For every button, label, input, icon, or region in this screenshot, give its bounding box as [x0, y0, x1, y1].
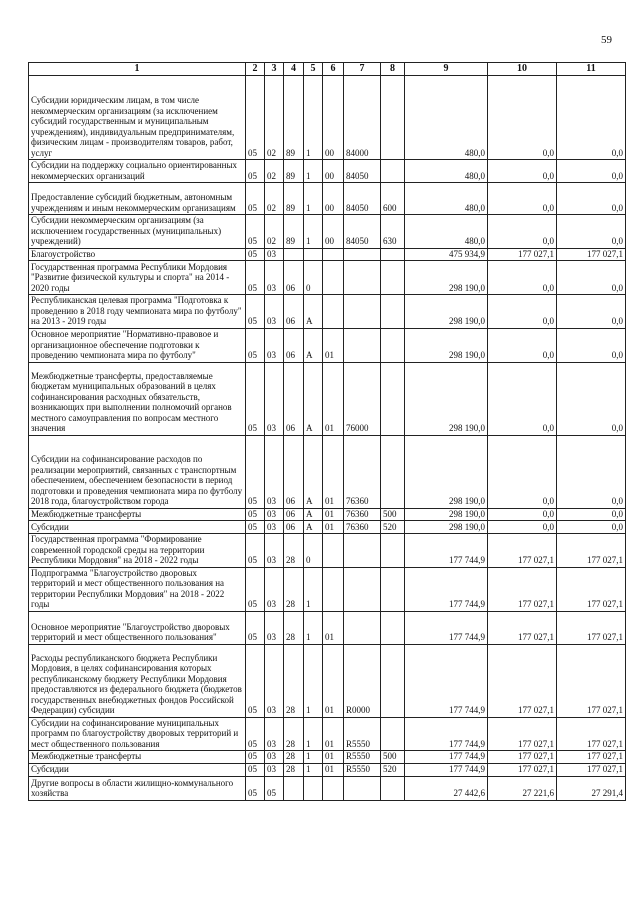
row-value-cell: 00: [323, 183, 344, 215]
row-value-cell: 03: [265, 717, 284, 751]
row-value-cell: 0,0: [557, 160, 626, 183]
row-value-cell: 76360: [344, 521, 381, 534]
row-value-cell: 01: [323, 328, 344, 362]
row-value-cell: 0,0: [488, 508, 557, 521]
row-value-cell: 05: [246, 183, 265, 215]
row-value-cell: 05: [246, 362, 265, 435]
row-value-cell: [344, 611, 381, 644]
row-value-cell: [344, 328, 381, 362]
row-value-cell: 01: [323, 763, 344, 776]
row-value-cell: [381, 76, 405, 160]
row-value-cell: [344, 567, 381, 611]
row-value-cell: 177 027,1: [557, 751, 626, 764]
row-value-cell: [323, 261, 344, 295]
column-header-10: 10: [488, 63, 557, 76]
row-name-cell: Субсидии: [29, 763, 246, 776]
row-value-cell: 05: [246, 328, 265, 362]
row-value-cell: 28: [284, 611, 304, 644]
row-value-cell: [381, 644, 405, 717]
row-name-cell: Субсидии на софинансирование муниципальных программ по благоустройству дворовых территорий и мест общественного пользования: [29, 717, 246, 751]
row-value-cell: 0,0: [488, 76, 557, 160]
table-body: [29, 76, 626, 801]
row-value-cell: 0,0: [557, 508, 626, 521]
row-value-cell: 28: [284, 644, 304, 717]
row-value-cell: [381, 261, 405, 295]
row-value-cell: 0,0: [488, 160, 557, 183]
column-header-4: 4: [284, 63, 304, 76]
row-value-cell: [381, 717, 405, 751]
row-name-cell: Государственная программа Республики Мордовия "Развитие физической культуры и спорта" на 2014 - 2020 годы: [29, 261, 246, 295]
row-value-cell: [381, 248, 405, 261]
row-value-cell: 05: [246, 435, 265, 508]
row-name-cell: Расходы республиканского бюджета Республики Мордовия, в целях софинансирования которых республиканскому бюджету Республики Мордовия предоставляются из федерального бюджета (бюджетов государственных внебюджетных фондов Российской Федерации) субсидии: [29, 644, 246, 717]
row-value-cell: 0,0: [488, 261, 557, 295]
row-name-cell: Основное мероприятие "Нормативно-правовое и организационное обеспечение подготовки к проведению чемпионата мира по футболу": [29, 328, 246, 362]
row-value-cell: 01: [323, 521, 344, 534]
row-value-cell: 480,0: [405, 76, 488, 160]
row-value-cell: 500: [381, 508, 405, 521]
row-value-cell: 89: [284, 76, 304, 160]
row-value-cell: 520: [381, 763, 405, 776]
row-value-cell: 05: [246, 644, 265, 717]
row-value-cell: 06: [284, 521, 304, 534]
row-value-cell: 177 027,1: [557, 611, 626, 644]
table-row: [29, 328, 626, 362]
row-value-cell: [381, 776, 405, 800]
row-value-cell: 01: [323, 644, 344, 717]
table-row: [29, 435, 626, 508]
row-name-cell: Субсидии: [29, 521, 246, 534]
row-value-cell: 05: [246, 611, 265, 644]
row-value-cell: 177 027,1: [488, 763, 557, 776]
row-value-cell: 480,0: [405, 215, 488, 249]
row-value-cell: 05: [246, 763, 265, 776]
row-value-cell: 06: [284, 261, 304, 295]
row-value-cell: 05: [246, 534, 265, 568]
row-value-cell: 0,0: [488, 295, 557, 329]
row-value-cell: 0,0: [488, 328, 557, 362]
row-value-cell: 0,0: [488, 215, 557, 249]
row-value-cell: R0000: [344, 644, 381, 717]
row-value-cell: А: [304, 295, 323, 329]
row-value-cell: 05: [246, 751, 265, 764]
table-row: [29, 261, 626, 295]
row-value-cell: 05: [246, 261, 265, 295]
row-value-cell: 177 027,1: [557, 717, 626, 751]
column-header-2: 2: [246, 63, 265, 76]
row-value-cell: [304, 248, 323, 261]
row-value-cell: 1: [304, 160, 323, 183]
row-value-cell: 84050: [344, 160, 381, 183]
row-value-cell: [323, 567, 344, 611]
row-value-cell: R5550: [344, 763, 381, 776]
row-value-cell: 0,0: [557, 435, 626, 508]
table-row: [29, 611, 626, 644]
row-value-cell: 0,0: [557, 215, 626, 249]
row-value-cell: R5550: [344, 717, 381, 751]
row-value-cell: 177 027,1: [488, 534, 557, 568]
row-name-cell: Республиканская целевая программа "Подготовка к проведению в 2018 году чемпионата мира по футболу" на 2013 - 2019 годы: [29, 295, 246, 329]
row-value-cell: 298 190,0: [405, 362, 488, 435]
row-name-cell: Субсидии на поддержку социально ориентированных некоммерческих организаций: [29, 160, 246, 183]
row-value-cell: 03: [265, 644, 284, 717]
row-value-cell: 84050: [344, 215, 381, 249]
row-value-cell: 02: [265, 183, 284, 215]
row-name-cell: Государственная программа "Формирование современной городской среды на территории Республики Мордовия" на 2018 - 2022 годы: [29, 534, 246, 568]
row-value-cell: 177 027,1: [488, 567, 557, 611]
row-value-cell: 27 291,4: [557, 776, 626, 800]
row-name-cell: Предоставление субсидий бюджетным, автономным учреждениям и иным некоммерческим организациям: [29, 183, 246, 215]
row-value-cell: А: [304, 328, 323, 362]
row-value-cell: 600: [381, 183, 405, 215]
row-value-cell: 177 744,9: [405, 534, 488, 568]
table-row: [29, 160, 626, 183]
row-value-cell: 84050: [344, 183, 381, 215]
row-value-cell: 0,0: [488, 521, 557, 534]
row-name-cell: Основное мероприятие "Благоустройство дворовых территорий и мест общественного пользования": [29, 611, 246, 644]
row-value-cell: 177 027,1: [557, 534, 626, 568]
table-row: [29, 76, 626, 160]
row-value-cell: 1: [304, 751, 323, 764]
row-value-cell: [323, 776, 344, 800]
row-value-cell: 01: [323, 717, 344, 751]
row-value-cell: 02: [265, 76, 284, 160]
row-value-cell: 05: [246, 508, 265, 521]
row-value-cell: 28: [284, 534, 304, 568]
table-row: [29, 521, 626, 534]
row-value-cell: [381, 435, 405, 508]
row-name-cell: Подпрограмма "Благоустройство дворовых территорий и мест общественного пользования на территории Республики Мордовия" на 2018 - 2022 годы: [29, 567, 246, 611]
row-name-cell: Субсидии на софинансирование расходов по реализации мероприятий, связанных с транспортным обеспечением, обеспечением безопасности в период подготовки и проведения чемпионата мира по футболу 2018 года, благоустройством города: [29, 435, 246, 508]
row-value-cell: 03: [265, 295, 284, 329]
row-value-cell: [381, 567, 405, 611]
row-value-cell: 0,0: [557, 295, 626, 329]
row-value-cell: 03: [265, 328, 284, 362]
row-value-cell: 84000: [344, 76, 381, 160]
row-value-cell: 480,0: [405, 183, 488, 215]
row-value-cell: А: [304, 521, 323, 534]
column-header-5: 5: [304, 63, 323, 76]
row-value-cell: 480,0: [405, 160, 488, 183]
row-value-cell: 06: [284, 435, 304, 508]
row-value-cell: 05: [246, 567, 265, 611]
column-header-3: 3: [265, 63, 284, 76]
row-value-cell: [304, 776, 323, 800]
row-value-cell: 89: [284, 160, 304, 183]
row-value-cell: 28: [284, 751, 304, 764]
row-value-cell: [344, 261, 381, 295]
row-name-cell: Другие вопросы в области жилищно-коммунального хозяйства: [29, 776, 246, 800]
table-row: [29, 763, 626, 776]
row-value-cell: 177 027,1: [488, 611, 557, 644]
row-value-cell: 0,0: [557, 261, 626, 295]
row-value-cell: 298 190,0: [405, 328, 488, 362]
row-value-cell: 00: [323, 215, 344, 249]
row-value-cell: 0,0: [557, 521, 626, 534]
row-value-cell: 1: [304, 215, 323, 249]
row-value-cell: 1: [304, 76, 323, 160]
row-value-cell: 1: [304, 644, 323, 717]
row-value-cell: 177 027,1: [488, 717, 557, 751]
header-row: [29, 63, 626, 76]
row-value-cell: [381, 160, 405, 183]
table-row: [29, 534, 626, 568]
row-value-cell: 89: [284, 215, 304, 249]
row-value-cell: 03: [265, 362, 284, 435]
row-value-cell: 05: [246, 521, 265, 534]
row-value-cell: 06: [284, 295, 304, 329]
row-value-cell: [344, 295, 381, 329]
row-value-cell: 01: [323, 508, 344, 521]
row-value-cell: 03: [265, 521, 284, 534]
row-value-cell: 05: [246, 717, 265, 751]
column-header-1: 1: [29, 63, 246, 76]
table-row: [29, 776, 626, 800]
column-header-6: 6: [323, 63, 344, 76]
row-value-cell: 500: [381, 751, 405, 764]
row-value-cell: 28: [284, 567, 304, 611]
row-value-cell: 0,0: [557, 362, 626, 435]
row-value-cell: 298 190,0: [405, 261, 488, 295]
row-value-cell: [344, 534, 381, 568]
row-value-cell: R5550: [344, 751, 381, 764]
row-value-cell: 1: [304, 611, 323, 644]
column-header-11: 11: [557, 63, 626, 76]
row-value-cell: 0,0: [557, 76, 626, 160]
row-value-cell: 0,0: [488, 435, 557, 508]
row-value-cell: [323, 295, 344, 329]
row-value-cell: 03: [265, 763, 284, 776]
row-value-cell: 03: [265, 435, 284, 508]
row-value-cell: 177 027,1: [557, 248, 626, 261]
row-value-cell: 05: [246, 295, 265, 329]
row-value-cell: 03: [265, 567, 284, 611]
row-value-cell: 177 027,1: [488, 644, 557, 717]
row-value-cell: 298 190,0: [405, 508, 488, 521]
row-value-cell: 03: [265, 248, 284, 261]
table-row: [29, 295, 626, 329]
row-value-cell: 01: [323, 751, 344, 764]
row-value-cell: 28: [284, 717, 304, 751]
row-value-cell: 1: [304, 183, 323, 215]
row-value-cell: 05: [246, 76, 265, 160]
row-value-cell: 76360: [344, 435, 381, 508]
row-value-cell: 01: [323, 611, 344, 644]
row-value-cell: 298 190,0: [405, 295, 488, 329]
row-name-cell: Субсидии юридическим лицам, в том числе некоммерческим организациям (за исключением субсидий государственным и муниципальным учреждениям), индивидуальным предпринимателям, физическим лицам - производителям товаров, работ, услуг: [29, 76, 246, 160]
row-value-cell: 630: [381, 215, 405, 249]
row-name-cell: Межбюджетные трансферты: [29, 508, 246, 521]
row-value-cell: [284, 248, 304, 261]
row-value-cell: 02: [265, 160, 284, 183]
row-value-cell: [381, 362, 405, 435]
table-row: [29, 248, 626, 261]
row-value-cell: 177 027,1: [488, 248, 557, 261]
row-value-cell: 06: [284, 508, 304, 521]
row-value-cell: 89: [284, 183, 304, 215]
row-value-cell: 177 027,1: [557, 567, 626, 611]
row-value-cell: 05: [246, 776, 265, 800]
row-value-cell: 05: [265, 776, 284, 800]
row-value-cell: 03: [265, 751, 284, 764]
row-value-cell: [323, 248, 344, 261]
row-value-cell: 0: [304, 534, 323, 568]
row-name-cell: Субсидии некоммерческим организациям (за исключением государственных (муниципальных) учреждений): [29, 215, 246, 249]
row-value-cell: 28: [284, 763, 304, 776]
budget-table: [28, 62, 626, 801]
row-value-cell: 1: [304, 567, 323, 611]
row-value-cell: 177 744,9: [405, 763, 488, 776]
row-value-cell: 05: [246, 248, 265, 261]
row-value-cell: [344, 248, 381, 261]
row-value-cell: [381, 611, 405, 644]
row-value-cell: 27 221,6: [488, 776, 557, 800]
column-header-8: 8: [381, 63, 405, 76]
row-value-cell: 27 442,6: [405, 776, 488, 800]
row-value-cell: [381, 534, 405, 568]
row-value-cell: [323, 534, 344, 568]
row-value-cell: 177 744,9: [405, 567, 488, 611]
row-value-cell: [344, 776, 381, 800]
row-value-cell: 00: [323, 160, 344, 183]
row-value-cell: [284, 776, 304, 800]
row-value-cell: 03: [265, 508, 284, 521]
row-value-cell: А: [304, 435, 323, 508]
row-value-cell: [381, 295, 405, 329]
column-header-9: 9: [405, 63, 488, 76]
row-value-cell: 177 027,1: [557, 644, 626, 717]
row-value-cell: 76360: [344, 508, 381, 521]
table-row: [29, 751, 626, 764]
row-value-cell: 76000: [344, 362, 381, 435]
row-value-cell: 0,0: [557, 183, 626, 215]
row-value-cell: 177 027,1: [488, 751, 557, 764]
row-value-cell: 298 190,0: [405, 435, 488, 508]
row-name-cell: Межбюджетные трансферты: [29, 751, 246, 764]
row-value-cell: 0,0: [488, 183, 557, 215]
row-value-cell: 03: [265, 534, 284, 568]
row-value-cell: 177 744,9: [405, 644, 488, 717]
row-value-cell: 298 190,0: [405, 521, 488, 534]
row-value-cell: 0,0: [488, 362, 557, 435]
row-value-cell: 01: [323, 435, 344, 508]
row-value-cell: [381, 328, 405, 362]
row-value-cell: 03: [265, 611, 284, 644]
table-row: [29, 717, 626, 751]
row-name-cell: Благоустройство: [29, 248, 246, 261]
table-row: [29, 183, 626, 215]
row-value-cell: 0,0: [557, 328, 626, 362]
table-row: [29, 362, 626, 435]
table-row: [29, 567, 626, 611]
row-value-cell: 02: [265, 215, 284, 249]
row-value-cell: 475 934,9: [405, 248, 488, 261]
table-row: [29, 215, 626, 249]
row-value-cell: А: [304, 508, 323, 521]
row-value-cell: 05: [246, 160, 265, 183]
row-value-cell: 1: [304, 763, 323, 776]
row-value-cell: 06: [284, 328, 304, 362]
row-value-cell: 05: [246, 215, 265, 249]
row-value-cell: 177 744,9: [405, 717, 488, 751]
row-name-cell: Межбюджетные трансферты, предоставляемые бюджетам муниципальных образований в целях софинансирования расходных обязательств, возникающих при выполнении полномочий органов местного самоуправления по вопросам местного значения: [29, 362, 246, 435]
row-value-cell: 520: [381, 521, 405, 534]
row-value-cell: А: [304, 362, 323, 435]
row-value-cell: 06: [284, 362, 304, 435]
row-value-cell: 01: [323, 362, 344, 435]
row-value-cell: 177 027,1: [557, 763, 626, 776]
page-number: 59: [601, 34, 612, 46]
row-value-cell: 177 744,9: [405, 611, 488, 644]
row-value-cell: 1: [304, 717, 323, 751]
row-value-cell: 00: [323, 76, 344, 160]
table-row: [29, 644, 626, 717]
table-row: [29, 508, 626, 521]
row-value-cell: 03: [265, 261, 284, 295]
column-header-7: 7: [344, 63, 381, 76]
row-value-cell: 0: [304, 261, 323, 295]
row-value-cell: 177 744,9: [405, 751, 488, 764]
